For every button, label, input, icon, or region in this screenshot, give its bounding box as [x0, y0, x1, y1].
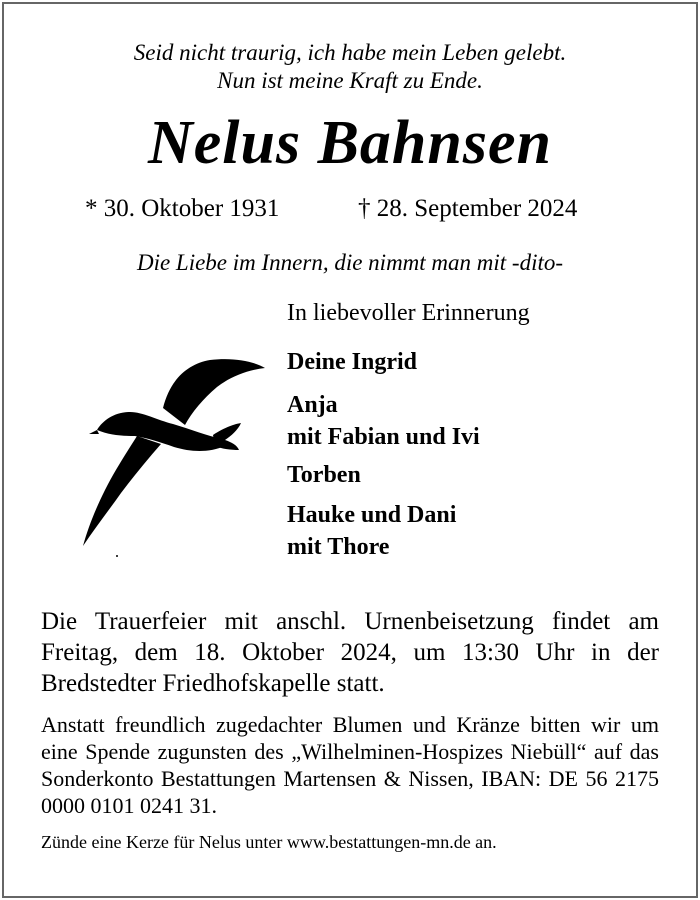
death-date: † 28. September 2024 — [358, 195, 578, 222]
family-member-1: Deine Ingrid — [287, 349, 418, 375]
family-member-2: Anja — [287, 392, 338, 418]
family-member-2-sub: mit Fabian und Ivi — [287, 424, 480, 450]
quote-line-2: Nun ist meine Kraft zu Ende. — [217, 68, 483, 93]
candle-text: Zünde eine Kerze für Nelus unter www.bestattungen-mn.de an. — [41, 832, 497, 852]
birth-date: * 30. Oktober 1931 — [85, 195, 280, 222]
family-member-4-sub: mit Thore — [287, 534, 390, 560]
ceremony-text: Die Trauerfeier mit anschl. Urnenbeisetzung findet am Freitag, dem 18. Oktober 2024, um 13:30 Uhr in der Bredstedter Friedhofskapelle statt. — [41, 608, 659, 697]
motto: Die Liebe im Innern, die nimmt man mit -dito- — [136, 250, 564, 275]
remembrance-label: In liebevoller Erinnerung — [287, 300, 530, 326]
family-member-4: Hauke und Dani — [287, 502, 457, 528]
quote-line-1: Seid nicht traurig, ich habe mein Leben gelebt. — [133, 40, 567, 65]
deceased-name: Nelus Bahnsen — [147, 109, 553, 177]
family-member-3: Torben — [287, 462, 361, 488]
seagull-silhouette-icon — [75, 350, 270, 560]
donation-text: Anstatt freundlich zugedachter Blumen und Kränze bitten wir um eine Spende zugunsten des „Wilhelminen-Hospizes Niebüll“ auf das Sonderkonto Bestattungen Martensen & Nissen, IBAN: DE 56 2175 0000 0101 0241 31. — [41, 712, 659, 818]
